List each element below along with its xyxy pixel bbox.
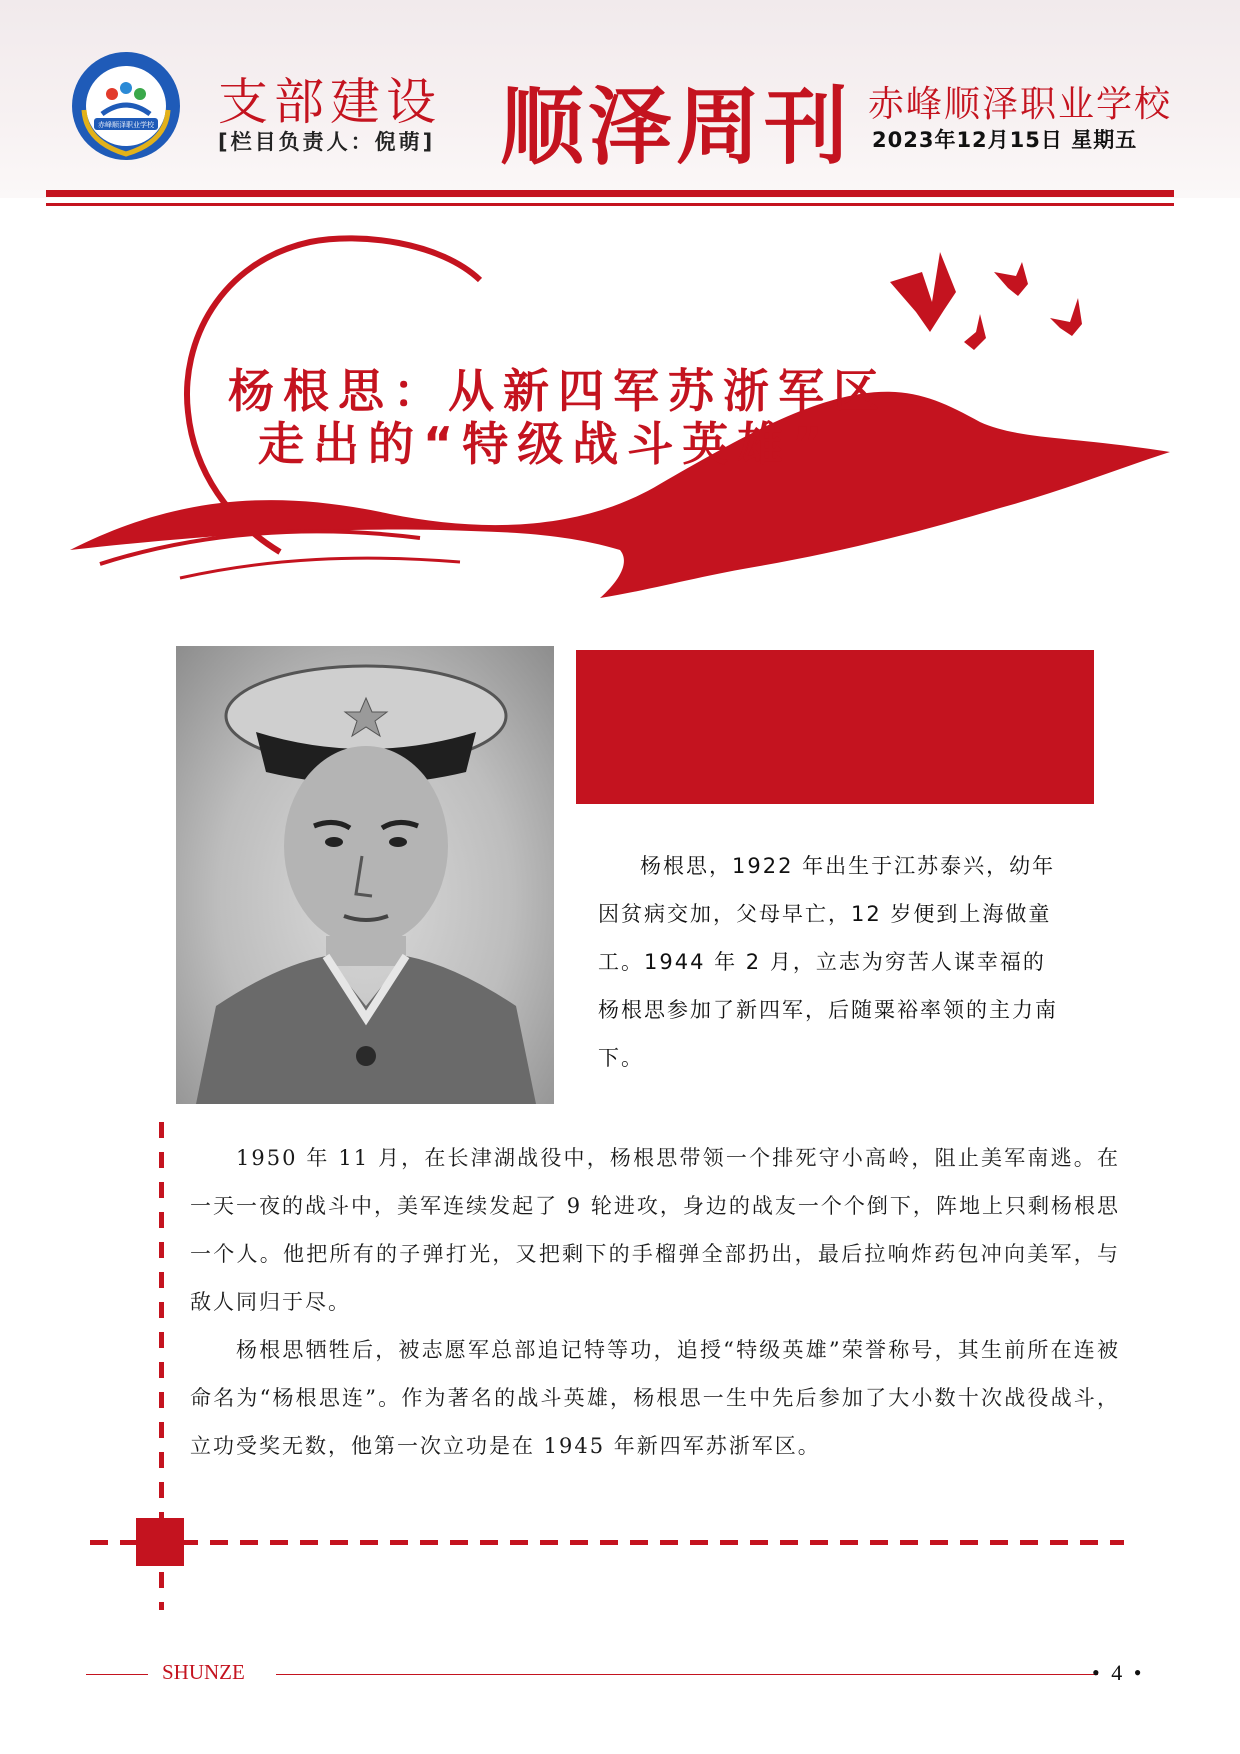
article-title-line2: 走出的“特级战斗英雄” [258, 417, 832, 471]
red-header-block [576, 650, 1094, 804]
article-title-line1: 杨根思：从新四军苏浙军区 [228, 364, 888, 418]
header-rule-thin [46, 203, 1174, 206]
dove-icon [964, 314, 986, 350]
issue-date: 2023年12月15日 星期五 [872, 128, 1138, 152]
logo-ribbon-text: 赤峰顺泽职业学校 [98, 121, 154, 129]
section-title: 支部建设 [218, 73, 442, 131]
page-number: • 4 • [1092, 1660, 1145, 1685]
intro-text [598, 842, 1058, 1082]
portrait-photo [176, 646, 554, 1104]
school-name: 赤峰顺泽职业学校 [868, 84, 1173, 125]
red-square-decoration [136, 1518, 184, 1566]
soldier-portrait-illustration [176, 646, 554, 1104]
dove-icon [890, 252, 956, 332]
body-paragraph: 1950 年 11 月，在长津湖战役中，杨根思带领一个排死守小高岭，阻止美军南逃。在一天一夜的战斗中，美军连续发起了 9 轮进攻，身边的战友一个个倒下，阵地上只剩杨根思一个人。他把所有的子弹打光，又把剩下的手榴弹全部扔出，最后拉响炸药包冲向美军，与敌人同归于尽。 [190, 1146, 1120, 1314]
section-subtitle: [栏目负责人：倪萌] [218, 130, 436, 154]
header-rule-thick [46, 190, 1174, 197]
dove-icon [994, 262, 1028, 296]
article-body [190, 1134, 1120, 1470]
footer-rule-left [86, 1674, 148, 1675]
footer-rule-right [276, 1674, 1098, 1675]
magazine-title: 顺泽周刊 [500, 77, 853, 176]
dove-icon [1050, 298, 1082, 336]
horizontal-dashed-line [90, 1540, 1124, 1545]
intro-paragraph: 杨根思，1922 年出生于江苏泰兴，幼年因贫病交加，父母早亡，12 岁便到上海做童工。1944 年 2 月，立志为穷苦人谋幸福的杨根思参加了新四军，后随粟裕率领的主力南下。 [598, 854, 1058, 1070]
school-logo [70, 50, 182, 162]
body-paragraph: 杨根思牺牲后，被志愿军总部追记特等功，追授“特级英雄”荣誉称号，其生前所在连被命名为“杨根思连”。作为著名的战斗英雄，杨根思一生中先后参加了大小数十次战役战斗，立功受奖无数，他第一次立功是在 1945 年新四军苏浙军区。 [190, 1338, 1120, 1458]
footer-brand: SHUNZE [162, 1660, 245, 1684]
